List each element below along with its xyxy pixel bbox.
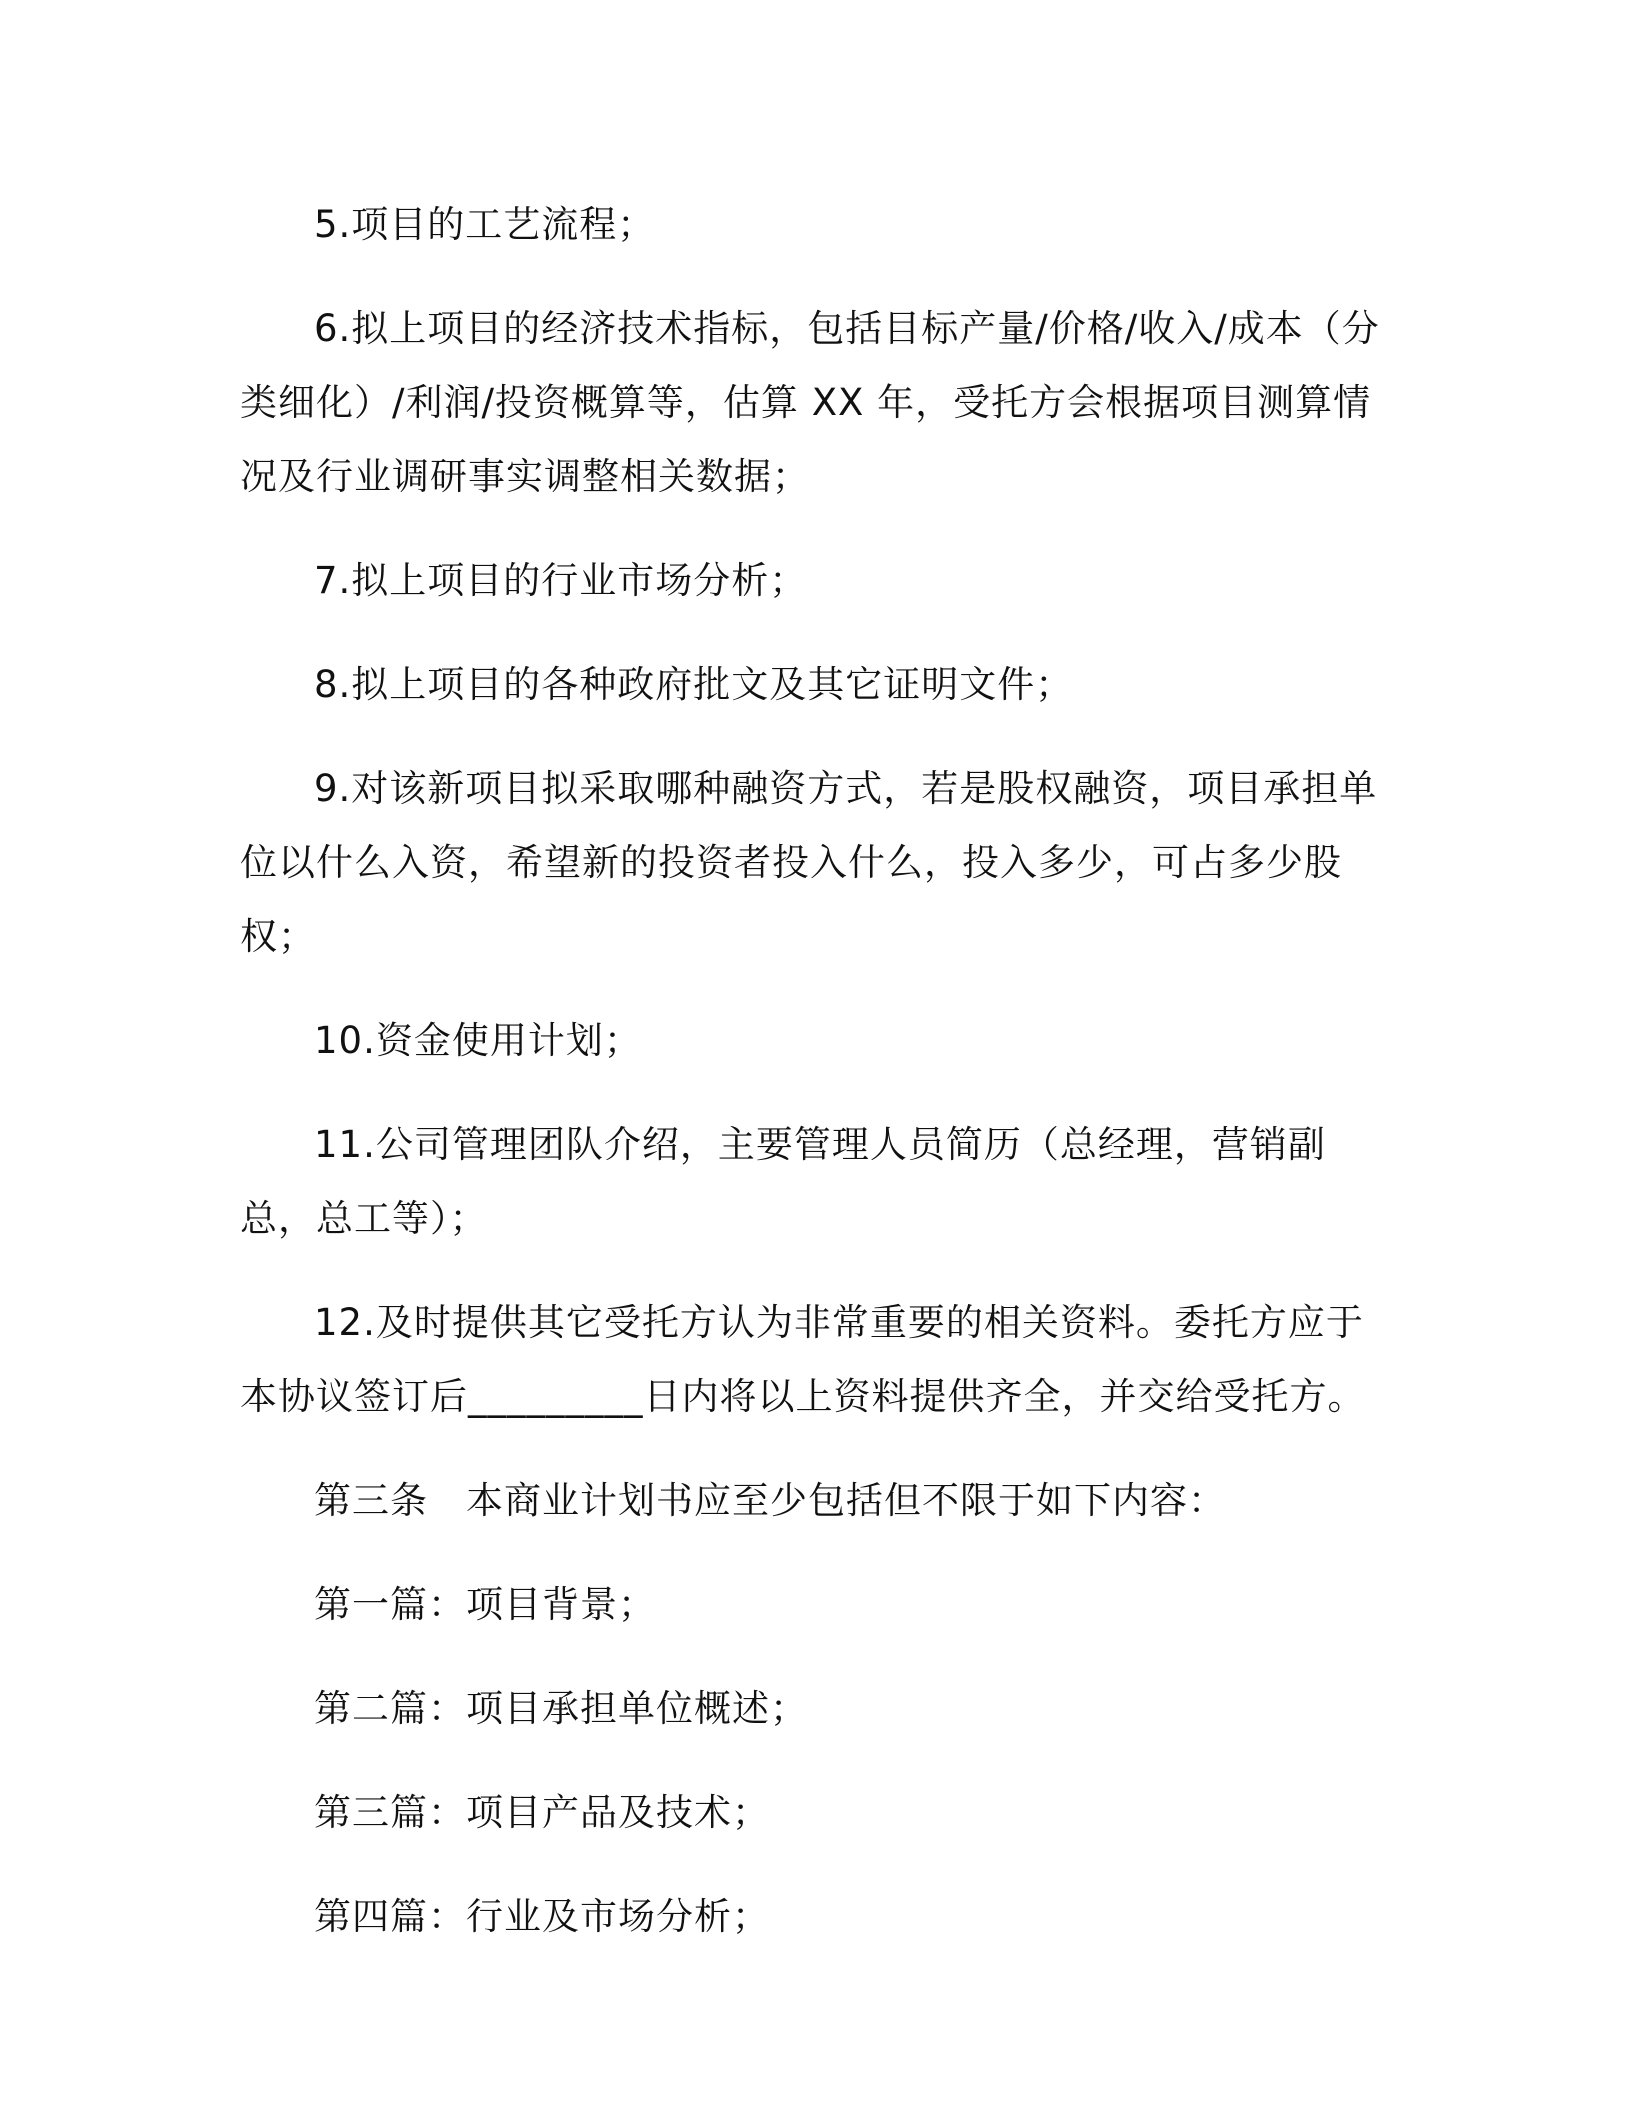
chapter-one: 第一篇：项目背景； [314,1583,656,1626]
paragraph-item-6: 6.拟上项目的经济技术指标，包括目标产量/价格/收入/成本（分类细化）/利润/投资概算等，估算 XX 年，受托方会根据项目测算情况及行业调研事实调整相关数据； [240,307,1380,498]
paragraph-item-12: 12.及时提供其它受托方认为非常重要的相关资料。委托方应于本协议签订后_________日内将以上资料提供齐全，并交给受托方。 [240,1301,1366,1418]
chapter-two: 第二篇：项目承担单位概述； [314,1687,808,1730]
chapter-four: 第四篇：行业及市场分析； [314,1895,770,1938]
chapter-three: 第三篇：项目产品及技术； [314,1791,770,1834]
document-body [240,188,1380,1984]
paragraph-item-8: 8.拟上项目的各种政府批文及其它证明文件； [314,663,1074,706]
article-three-heading: 第三条 本商业计划书应至少包括但不限于如下内容： [314,1479,1226,1522]
paragraph-item-11: 11.公司管理团队介绍，主要管理人员简历（总经理，营销副总，总工等）； [240,1123,1326,1240]
paragraph-item-5: 5.项目的工艺流程； [314,203,656,246]
paragraph-item-7: 7.拟上项目的行业市场分析； [314,559,808,602]
paragraph-item-10: 10.资金使用计划； [314,1019,642,1062]
paragraph-item-9: 9.对该新项目拟采取哪种融资方式，若是股权融资，项目承担单位以什么入资，希望新的投资者投入什么，投入多少，可占多少股权； [240,767,1378,958]
